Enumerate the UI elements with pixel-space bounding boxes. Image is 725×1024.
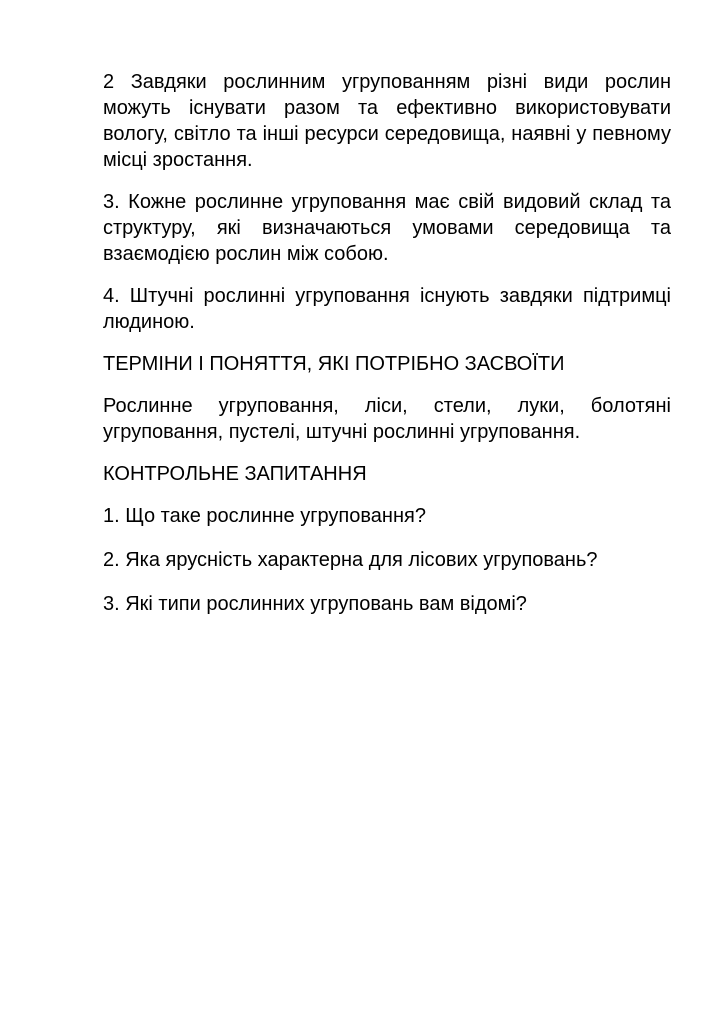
document-page [103,69,671,635]
terms-heading: ТЕРМІНИ І ПОНЯТТЯ, ЯКІ ПОТРІБНО ЗАСВОЇТИ [103,353,565,375]
question-1: 1. Що таке рослинне угруповання? [103,505,426,527]
question-2: 2. Яка ярусність характерна для лісових угруповань? [103,549,598,571]
paragraph-2: 2 Завдяки рослинним угрупованням різні види рослин можуть існувати разом та ефективно використовувати вологу, світло та інші ресурси середовища, наявні у певному місці зростання. [103,71,671,171]
paragraph-3: 3. Кожне рослинне угруповання має свій видовий склад та структуру, які визначаються умовами середовища та взаємодією рослин між собою. [103,191,671,265]
control-heading: КОНТРОЛЬНЕ ЗАПИТАННЯ [103,463,367,485]
question-3: 3. Які типи рослинних угруповань вам відомі? [103,593,527,615]
terms-text: Рослинне угруповання, ліси, стели, луки, болотяні угруповання, пустелі, штучні рослинні угруповання. [103,395,671,443]
paragraph-4: 4. Штучні рослинні угруповання існують завдяки підтримці людиною. [103,285,671,333]
